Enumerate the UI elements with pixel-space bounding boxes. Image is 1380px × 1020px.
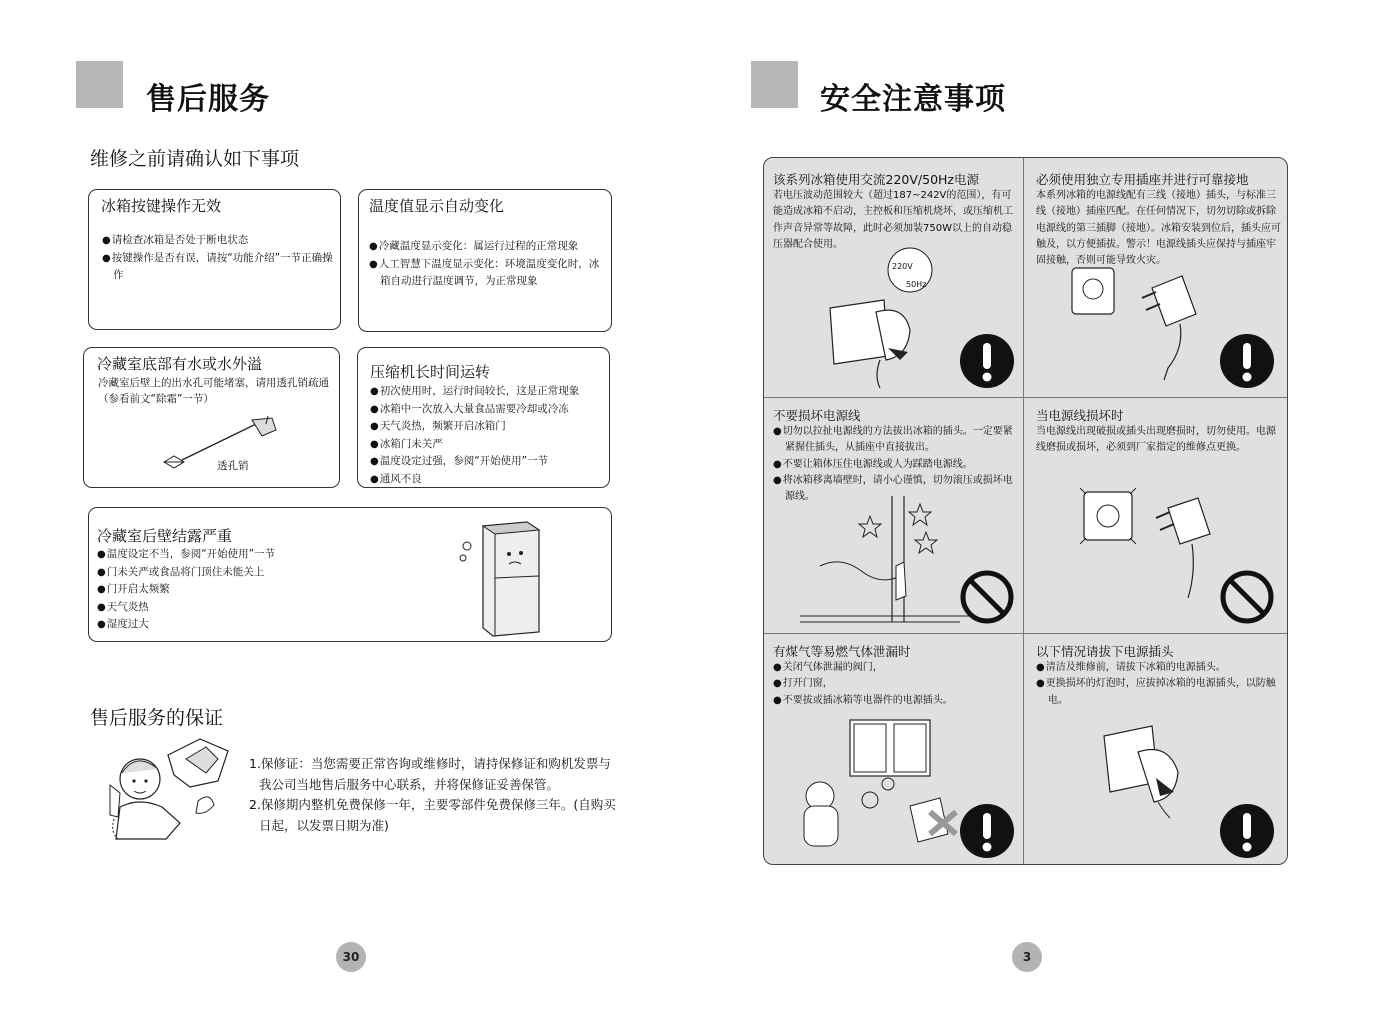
list-item: ● 温度设定不当，参阅“开始使用”一节	[97, 546, 397, 564]
box-list	[370, 383, 606, 488]
cell-list	[773, 660, 1019, 709]
cell-text: 若电压波动范围较大（超过187~242V的范围），有可能造成冰箱不启动，主控板和压缩机烧坏，或压缩机工作声音异常等故障，此时必须加装750W以上的自动稳压器配合使用。	[773, 190, 1013, 250]
section-title-check: 维修之前请确认如下事项	[90, 148, 300, 170]
page-title-right: 安全注意事项	[820, 82, 1006, 117]
tool-label: 透孔销	[217, 460, 249, 472]
guarantee-list	[249, 754, 619, 836]
cell-text: 当电源线出现破损或插头出现磨损时，切勿使用。电源线磨损或损坏，必须到厂家指定的维修点更换。	[1036, 426, 1276, 454]
box-key-invalid	[88, 189, 341, 330]
list-item: ● 初次使用时，运行时间较长，这是正常现象	[370, 383, 606, 401]
gas-leak-illustration	[780, 716, 970, 856]
list-item: ● 通风不良	[370, 471, 606, 489]
cell-title: 不要损坏电源线	[773, 408, 861, 423]
page-title-left: 售后服务	[146, 82, 270, 117]
box-title: 冷藏室后壁结露严重	[97, 527, 233, 545]
title-marker-left	[76, 61, 123, 108]
cell-title: 必须使用独立专用插座并进行可靠接地	[1036, 172, 1249, 187]
guarantee-item: 2.保修期内整机免费保修一年，主要零部件免费保修三年。(自购买日起，以发票日期为准)	[249, 797, 616, 833]
cell-list	[1036, 660, 1282, 709]
warning-exclamation-icon	[960, 334, 1014, 388]
list-item: ● 请检查冰箱是否处于断电状态	[102, 232, 334, 250]
plug-socket-illustration	[824, 256, 944, 388]
list-item: ● 关闭气体泄漏的阀门，	[773, 660, 1019, 676]
list-item: ● 冰箱中一次放入大量食品需要冷却或冷冻	[370, 401, 606, 419]
box-temp-display	[358, 189, 612, 332]
cell-title: 当电源线损坏时	[1036, 408, 1124, 423]
list-item: ● 按键操作是否有误，请按“功能介绍”一节正确操作	[102, 250, 334, 284]
list-item: ● 冰箱门未关严	[370, 436, 606, 454]
cell-title: 以下情况请拔下电源插头	[1036, 644, 1174, 659]
damaged-plug-illustration	[1080, 488, 1220, 608]
box-text: 冷藏室后壁上的出水孔可能堵塞，请用透孔销疏通（参看前文“除霜”一节）	[98, 377, 329, 405]
prohibited-icon	[960, 570, 1014, 624]
list-item: ● 门未关严或食品将门顶住未能关上	[97, 564, 397, 582]
section-title-guarantee: 售后服务的保证	[90, 707, 224, 729]
frequency-label: 50Hz	[906, 280, 927, 289]
list-item: ● 天气炎热	[97, 599, 397, 617]
list-item: ● 清洁及维修前，请拔下冰箱的电源插头。	[1036, 660, 1282, 676]
title-marker-right	[751, 61, 798, 108]
box-list	[97, 546, 397, 634]
list-item: ● 温度设定过强，参阅“开始使用”一节	[370, 453, 606, 471]
guarantee-item: 1.保修证：当您需要正常咨询或维修时，请持保修证和购机发票与我公司当地售后服务中心联系，并将保修证妥善保管。	[249, 756, 611, 792]
box-title: 压缩机长时间运转	[370, 363, 491, 381]
cell-list	[773, 424, 1019, 505]
unplug-illustration	[1098, 722, 1198, 818]
safety-panel	[763, 157, 1288, 865]
grounded-plug-illustration	[1072, 268, 1212, 380]
box-title: 温度值显示自动变化	[369, 197, 505, 215]
voltage-label: 220V	[892, 262, 913, 271]
list-item: ● 天气炎热，频繁开启冰箱门	[370, 418, 606, 436]
list-item: ● 切勿以拉扯电源线的方法拔出冰箱的插头。一定要紧紧握住插头，从插座中直接拔出。	[773, 424, 1019, 457]
box-list	[369, 238, 607, 290]
cell-text: 本系列冰箱的电源线配有三线（接地）插头，与标准三线（接地）插座匹配。在任何情况下，切勿切除或拆除电源线的第三插脚（接地）。冰箱安装到位后，插头应可触及，以方便插拔。警示！电源线插头应保持与插座牢固接触，否则可能导致火灾。	[1036, 190, 1281, 267]
list-item: ● 将冰箱移离墙壁时，请小心谨慎，切勿滚压或损坏电源线。	[773, 473, 1019, 506]
page-number-right: 3	[1012, 942, 1042, 972]
list-item: ● 打开门窗，	[773, 676, 1019, 692]
list-item: ● 更换损坏的灯泡时，应拔掉冰箱的电源插头，以防触电。	[1036, 676, 1282, 709]
list-item: ● 冷藏温度显示变化：属运行过程的正常现象	[369, 238, 607, 256]
warning-exclamation-icon	[960, 804, 1014, 858]
list-item: ● 人工智慧下温度显示变化：环境温度变化时，冰箱自动进行温度调节，为正常现象	[369, 256, 607, 290]
warning-exclamation-icon	[1220, 334, 1274, 388]
cell-title: 有煤气等易燃气体泄漏时	[773, 644, 911, 659]
list-item: ● 不要让箱体压住电源线或人为踩踏电源线。	[773, 457, 1019, 473]
fridge-illustration	[457, 516, 547, 636]
cord-damage-illustration	[800, 496, 970, 626]
page-number-left: 30	[336, 942, 366, 972]
service-person-illustration	[106, 735, 236, 845]
box-list	[102, 232, 334, 284]
list-item: ● 湿度过大	[97, 616, 397, 634]
prohibited-icon	[1220, 570, 1274, 624]
cell-title: 该系列冰箱使用交流220V/50Hz电源	[773, 172, 979, 187]
warning-exclamation-icon	[1220, 804, 1274, 858]
panel-divider	[1023, 158, 1024, 864]
box-title: 冷藏室底部有水或水外溢	[97, 355, 263, 373]
box-compressor	[357, 347, 610, 488]
list-item: ● 门开启太频繁	[97, 581, 397, 599]
box-condensation	[88, 507, 612, 642]
box-water-bottom	[83, 347, 340, 488]
box-title: 冰箱按键操作无效	[101, 197, 222, 215]
list-item: ● 不要拔或插冰箱等电器件的电源插头。	[773, 693, 1019, 709]
panel-divider	[764, 397, 1287, 398]
panel-divider	[764, 633, 1287, 634]
